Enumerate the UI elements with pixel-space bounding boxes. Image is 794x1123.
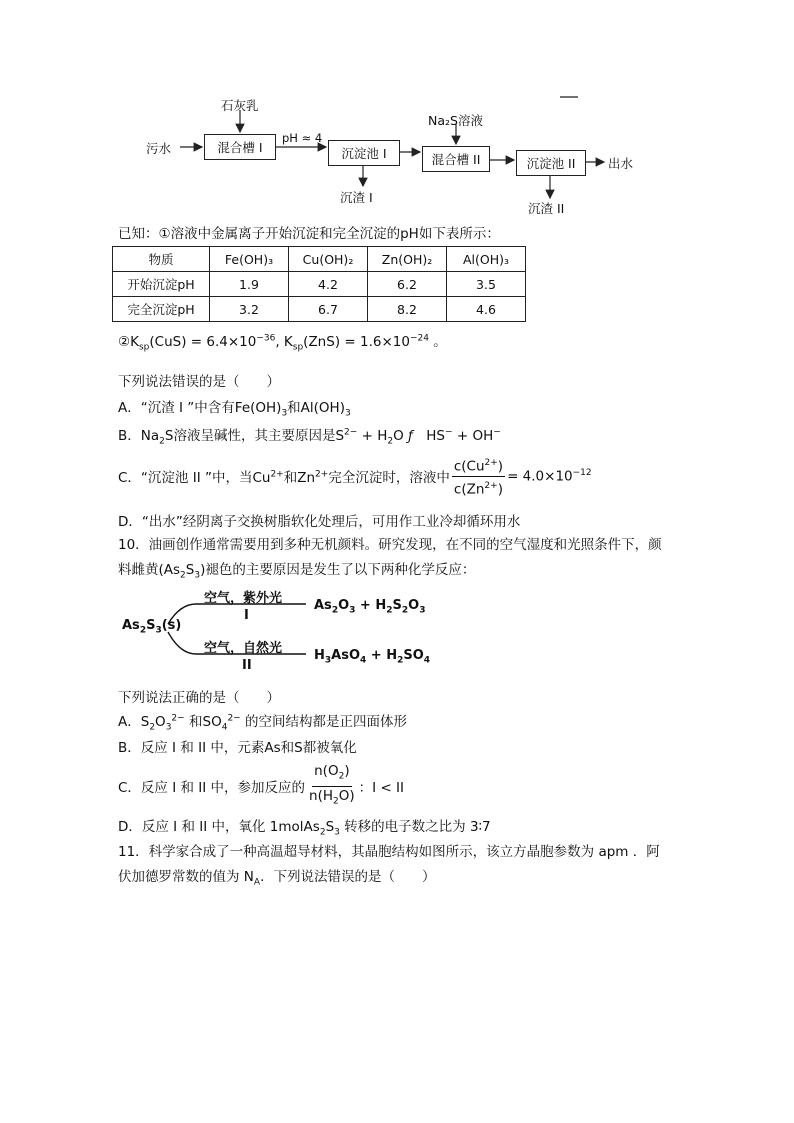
settling-tank-2: [516, 150, 586, 176]
table-cell: 开始沉淀pH: [113, 272, 210, 297]
table-header-cell: Fe(OH)₃: [210, 247, 289, 272]
q9-option-d: D．“出水”经阴离子交换树脂软化处理后，可用作工业冷却循环用水: [118, 514, 521, 530]
q9-option-c: [118, 454, 592, 498]
table-cell: 4.6: [447, 297, 526, 322]
q10-option-a: A．$S_2O_3^{2-}$ 和$SO_4^{2-}$ 的空间结构都是正四面体形: [118, 713, 408, 733]
input-na2s-solution: Na₂S溶液: [428, 113, 483, 128]
reaction-label-1: I: [244, 608, 249, 623]
ratio-denominator: $c(Zn^{2+})$: [453, 480, 503, 497]
q10-option-c: [118, 762, 404, 810]
known-condition-2: $②K_{sp}(CuS) = 6.4\times 10^{-36}$, $K_{sp}(ZnS) = 1.6\times 10^{-24}$ 。: [118, 333, 447, 353]
ratio-numerator: $n(O_2)$: [312, 762, 351, 787]
residue-2: 沉渣 II: [528, 201, 565, 216]
reactant-as2s3: $As_2S_3(s)$: [122, 618, 182, 636]
product-1: $As_2O_3 + H_2S_2O_3$: [314, 598, 426, 616]
mixing-tank-2-label: 混合槽 II: [431, 152, 481, 167]
q10-stem-line1: 10．油画创作通常需要用到多种无机颜料。研究发现，在不同的空气湿度和光照条件下，颜: [118, 537, 662, 553]
q9-option-c-text: C．“沉淀池 II ”中，当$Cu^{2+}$和$Zn^{2+}$完全沉淀时，溶液中: [118, 469, 450, 486]
q10-option-d: D．反应 I 和 II 中，氧化 $1molAs_2S_3$ 转移的电子数之比为 3∶7: [118, 819, 491, 838]
table-cell: 6.7: [289, 297, 368, 322]
input-lime-milk: 石灰乳: [221, 98, 259, 113]
table-cell: 8.2: [368, 297, 447, 322]
settling-tank-1: [328, 140, 400, 166]
table-header-cell: Al(OH)₃: [447, 247, 526, 272]
q10-option-c-text: C．反应 I 和 II 中，参加反应的: [118, 780, 306, 797]
mixing-tank-1: [204, 134, 276, 160]
ph-label: pH ≈ 4: [282, 131, 323, 145]
table-header-cell: 物质: [113, 247, 210, 272]
concentration-ratio: [452, 454, 505, 498]
condition-1: 空气，紫外光: [204, 591, 283, 606]
table-header-row: [113, 247, 526, 272]
table-header-cell: Cu(OH)₂: [289, 247, 368, 272]
source-wastewater: 污水: [146, 141, 172, 156]
table-cell: 1.9: [210, 272, 289, 297]
output-water: 出水: [608, 156, 634, 171]
q10-option-c-value: ：I < II: [358, 780, 405, 797]
mole-ratio: [307, 762, 357, 810]
q9-option-c-value: = $4.0\times 10^{-12}$: [507, 467, 592, 485]
q10-stem-line2: 料雌黄$(As_2S_3)$褪色的主要原因是发生了以下两种化学反应：: [118, 562, 476, 581]
mixing-tank-1-label: 混合槽 I: [217, 140, 263, 155]
ratio-numerator: $c(Cu^{2+})$: [452, 454, 505, 477]
flow-arrows: [0, 0, 794, 230]
condition-2: 空气，自然光: [204, 641, 283, 656]
reaction-label-2: II: [242, 658, 252, 673]
q10-option-b: B．反应 I 和 II 中，元素As和S都被氧化: [118, 740, 357, 756]
settling-tank-1-label: 沉淀池 I: [341, 146, 387, 161]
table-cell: 完全沉淀pH: [113, 297, 210, 322]
table-row: [113, 297, 526, 322]
table-cell: 6.2: [368, 272, 447, 297]
q9-option-a: A．“沉渣 I ”中含有$Fe(OH)_3$和$Al(OH)_3$: [118, 400, 351, 419]
table-header-cell: Zn(OH)₂: [368, 247, 447, 272]
ratio-denominator: $n(H_2O)$: [309, 787, 355, 807]
known-condition-1: 已知：①溶液中金属离子开始沉淀和完全沉淀的pH如下表所示：: [118, 226, 500, 242]
q9-stem: 下列说法错误的是（ ）: [118, 374, 280, 390]
q9-option-b: B．$Na_2S$溶液呈碱性，其主要原因是$S^{2-} + H_2O$ ƒ HS− + OH−: [118, 427, 501, 447]
table-cell: 3.5: [447, 272, 526, 297]
table-cell: 4.2: [289, 272, 368, 297]
q10-stem-line3: 下列说法正确的是（ ）: [118, 690, 280, 706]
table-row: [113, 272, 526, 297]
product-2: $H_3AsO_4 + H_2SO_4$: [314, 648, 431, 666]
q11-stem-line2: 伏加德罗常数的值为 $N_A$．下列说法错误的是（ ）: [118, 869, 436, 888]
mixing-tank-2: [422, 146, 490, 172]
q11-stem-line1: 11．科学家合成了一种高温超导材料，其晶胞结构如图所示，该立方晶胞参数为 apm ．阿: [118, 844, 660, 860]
settling-tank-2-label: 沉淀池 II: [526, 156, 576, 171]
table-cell: 3.2: [210, 297, 289, 322]
precipitation-ph-table: [112, 246, 526, 322]
residue-1: 沉渣 I: [340, 190, 373, 205]
